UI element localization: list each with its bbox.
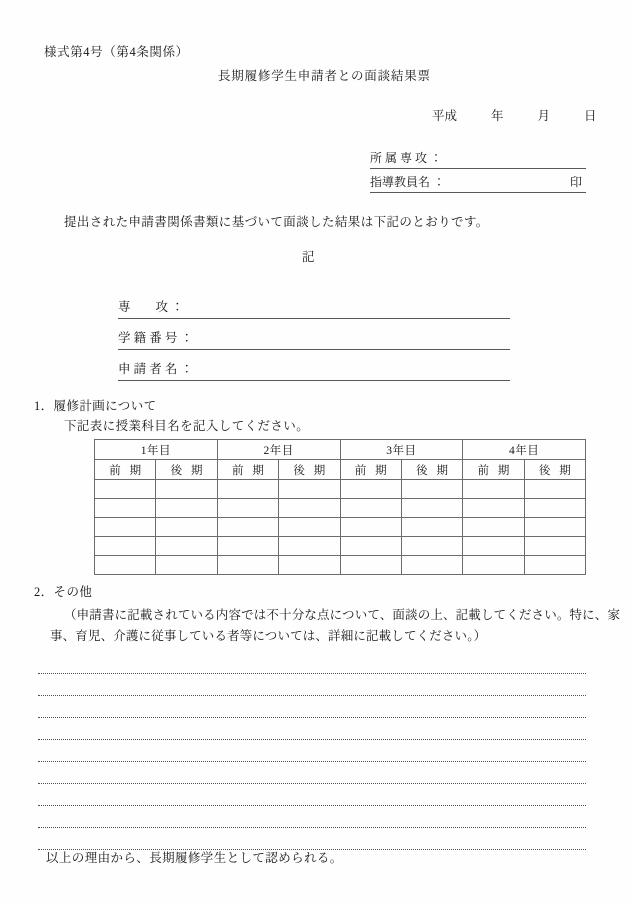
dotted-writing-line[interactable] [38, 718, 586, 740]
year-header-cell: 1年目 [95, 440, 218, 460]
major-label: 専 攻 ： [118, 300, 184, 314]
table-row [95, 537, 586, 556]
date-day-unit: 日 [584, 109, 597, 123]
advisor-seal-mark: 印 [569, 175, 582, 189]
year-header-row [95, 440, 586, 460]
advisor-name-field[interactable] [370, 172, 586, 193]
course-entry-cell[interactable] [279, 556, 340, 575]
free-text-writing-area[interactable] [38, 652, 586, 850]
course-entry-cell[interactable] [401, 556, 462, 575]
course-entry-cell[interactable] [95, 556, 156, 575]
term-header-cell: 前 期 [463, 460, 524, 480]
course-entry-cell[interactable] [524, 556, 585, 575]
table-row [95, 499, 586, 518]
date-era-label: 平成 [432, 109, 458, 123]
term-header-cell: 後 期 [279, 460, 340, 480]
term-header-cell: 後 期 [524, 460, 585, 480]
section1-instruction: 下記表に授業科目名を記入してください。 [64, 419, 310, 433]
dotted-writing-line[interactable] [38, 762, 586, 784]
course-entry-cell[interactable] [95, 480, 156, 499]
course-entry-cell[interactable] [463, 556, 524, 575]
course-plan-table-head [95, 440, 586, 480]
term-header-cell: 後 期 [401, 460, 462, 480]
student-id-label: 学 籍 番 号 ： [118, 331, 194, 345]
year-header-cell: 4年目 [463, 440, 586, 460]
major-field[interactable] [118, 296, 510, 319]
course-entry-cell[interactable] [340, 499, 401, 518]
course-entry-cell[interactable] [156, 499, 217, 518]
course-entry-cell[interactable] [279, 499, 340, 518]
course-entry-cell[interactable] [463, 537, 524, 556]
affiliation-major-label: 所 属 専 攻 ： [370, 151, 443, 165]
course-plan-table-body [95, 480, 586, 575]
course-entry-cell[interactable] [279, 518, 340, 537]
table-row [95, 480, 586, 499]
ki-mark: 記 [302, 250, 315, 264]
year-header-cell: 2年目 [217, 440, 340, 460]
course-entry-cell[interactable] [217, 556, 278, 575]
dotted-writing-line[interactable] [38, 784, 586, 806]
course-entry-cell[interactable] [401, 537, 462, 556]
date-year-unit: 年 [491, 109, 504, 123]
term-header-row [95, 460, 586, 480]
term-header-cell: 前 期 [217, 460, 278, 480]
course-entry-cell[interactable] [340, 556, 401, 575]
term-header-cell: 前 期 [340, 460, 401, 480]
course-entry-cell[interactable] [463, 499, 524, 518]
course-entry-cell[interactable] [463, 518, 524, 537]
course-entry-cell[interactable] [156, 480, 217, 499]
section2-note-line-1: （申請書に記載されている内容では不十分な点について、面談の上、記載してください。特に、家 [64, 608, 621, 622]
date-month-unit: 月 [537, 109, 551, 123]
course-entry-cell[interactable] [279, 480, 340, 499]
course-entry-cell[interactable] [95, 537, 156, 556]
table-row [95, 518, 586, 537]
table-row [95, 556, 586, 575]
form-number: 様式第4号（第4条関係） [44, 45, 189, 59]
course-entry-cell[interactable] [524, 499, 585, 518]
dotted-writing-line[interactable] [38, 828, 586, 850]
course-entry-cell[interactable] [217, 499, 278, 518]
course-entry-cell[interactable] [156, 518, 217, 537]
course-entry-cell[interactable] [340, 537, 401, 556]
course-entry-cell[interactable] [217, 518, 278, 537]
course-entry-cell[interactable] [340, 518, 401, 537]
term-header-cell: 後 期 [156, 460, 217, 480]
dotted-writing-line[interactable] [38, 806, 586, 828]
course-entry-cell[interactable] [401, 518, 462, 537]
applicant-name-label: 申 請 者 名 ： [118, 362, 194, 376]
student-id-field[interactable] [118, 327, 510, 350]
advisor-name-label: 指導教員名 ： [370, 175, 446, 189]
course-entry-cell[interactable] [524, 537, 585, 556]
course-entry-cell[interactable] [156, 556, 217, 575]
applicant-name-field[interactable] [118, 358, 510, 381]
section2-heading: 2．その他 [34, 585, 93, 599]
year-header-cell: 3年目 [340, 440, 463, 460]
section1-heading: 1．履修計画について [34, 399, 157, 413]
course-entry-cell[interactable] [401, 499, 462, 518]
dotted-writing-line[interactable] [38, 740, 586, 762]
course-entry-cell[interactable] [279, 537, 340, 556]
dotted-writing-line[interactable] [38, 674, 586, 696]
course-entry-cell[interactable] [95, 499, 156, 518]
course-plan-table [94, 439, 586, 575]
course-entry-cell[interactable] [524, 518, 585, 537]
term-header-cell: 前 期 [95, 460, 156, 480]
date-line [432, 110, 597, 123]
intro-paragraph: 提出された申請書関係書類に基づいて面談した結果は下記のとおりです。 [64, 215, 489, 229]
course-entry-cell[interactable] [217, 537, 278, 556]
dotted-writing-line[interactable] [38, 696, 586, 718]
course-entry-cell[interactable] [95, 518, 156, 537]
course-entry-cell[interactable] [217, 480, 278, 499]
document-title: 長期履修学生申請者との面談結果票 [218, 69, 431, 83]
course-entry-cell[interactable] [524, 480, 585, 499]
course-entry-cell[interactable] [156, 537, 217, 556]
section2-note-line-2: 事、育児、介護に従事している者等については、詳細に記載してください。） [50, 629, 487, 643]
course-entry-cell[interactable] [463, 480, 524, 499]
course-entry-cell[interactable] [340, 480, 401, 499]
affiliation-major-field[interactable] [370, 148, 586, 169]
closing-statement: 以上の理由から、長期履修学生として認められる。 [46, 851, 343, 865]
dotted-writing-line[interactable] [38, 652, 586, 674]
course-entry-cell[interactable] [401, 480, 462, 499]
